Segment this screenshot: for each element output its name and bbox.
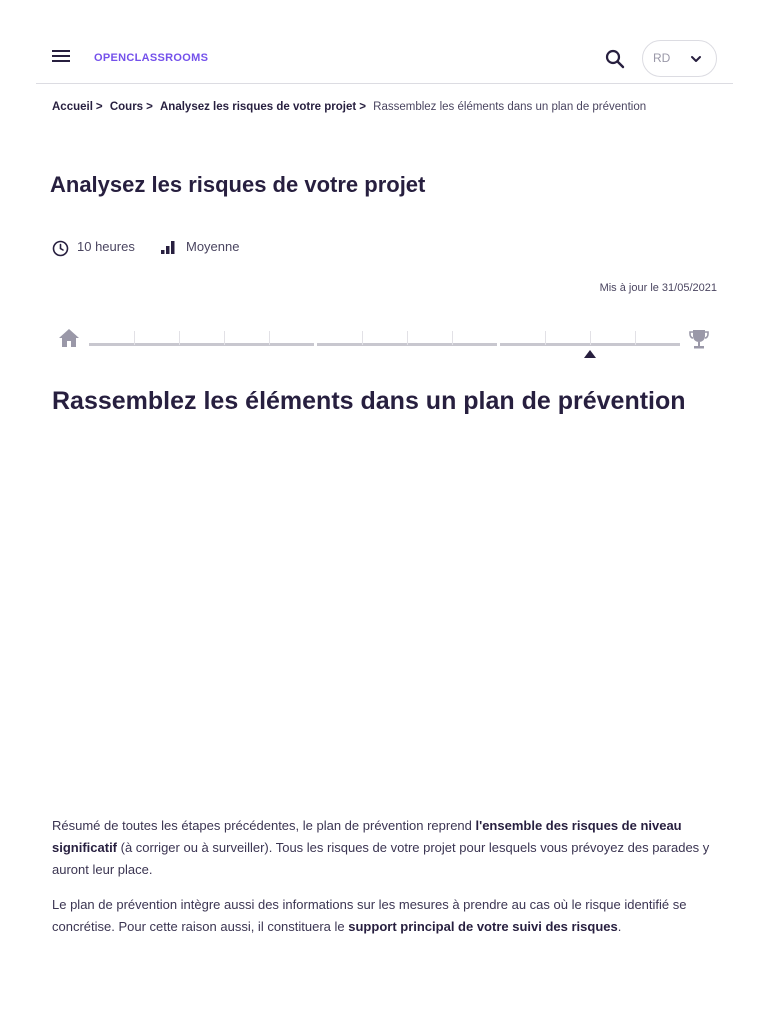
top-header — [36, 32, 733, 84]
breadcrumb-separator: > — [146, 101, 153, 113]
home-icon[interactable] — [58, 327, 80, 349]
chapter-content — [52, 815, 722, 951]
course-difficulty: Moyenne — [186, 239, 240, 254]
course-duration: 10 heures — [77, 239, 135, 254]
last-updated: Mis à jour le 31/05/2021 — [599, 282, 717, 294]
progress-step-tick[interactable] — [134, 331, 135, 345]
difficulty-icon — [161, 240, 176, 258]
user-menu-button[interactable] — [642, 40, 717, 77]
breadcrumb-separator: > — [95, 101, 103, 113]
progress-step-tick[interactable] — [407, 331, 408, 345]
course-title: Analysez les risques de votre projet — [50, 172, 426, 197]
chapter-title: Rassemblez les éléments dans un plan de prévention — [52, 387, 686, 415]
chevron-down-icon — [689, 52, 703, 66]
paragraph: Résumé de toutes les étapes précédentes, le plan de prévention reprend l'ensemble des risques de niveau significatif (à corriger ou à surveiller). Tous les risques de votre projet pour lesquels vous prévoyez des parades y auront leur place. — [52, 818, 710, 877]
clock-icon — [52, 240, 69, 260]
hamburger-icon[interactable] — [52, 50, 72, 66]
course-progress — [58, 325, 713, 361]
breadcrumb — [52, 101, 646, 113]
current-step-marker — [584, 350, 596, 358]
logo[interactable]: OPENCLASSROOMS — [94, 52, 209, 64]
progress-step-tick[interactable] — [590, 331, 591, 345]
paragraph: Le plan de prévention intègre aussi des informations sur les mesures à prendre au cas où le risque identifié se concrétise. Pour cette raison aussi, il constituera le support principal de votre suivi des risques. — [52, 897, 687, 934]
breadcrumb-course[interactable]: Analysez les risques de votre projet — [160, 101, 357, 113]
avatar-initials: RD — [653, 51, 671, 65]
breadcrumb-courses[interactable]: Cours — [109, 101, 144, 113]
progress-step-tick[interactable] — [269, 331, 270, 345]
progress-step-tick[interactable] — [179, 331, 180, 345]
breadcrumb-home[interactable]: Accueil — [52, 101, 93, 113]
progress-step-tick[interactable] — [635, 331, 636, 345]
progress-part-1[interactable] — [89, 343, 314, 346]
trophy-icon[interactable] — [688, 328, 710, 350]
progress-step-tick[interactable] — [452, 331, 453, 345]
breadcrumb-separator: > — [359, 101, 366, 113]
progress-step-tick[interactable] — [545, 331, 546, 345]
progress-step-tick[interactable] — [224, 331, 225, 345]
search-icon[interactable] — [604, 48, 626, 70]
breadcrumb-current: Rassemblez les éléments dans un plan de prévention — [373, 101, 647, 113]
progress-step-tick[interactable] — [362, 331, 363, 345]
